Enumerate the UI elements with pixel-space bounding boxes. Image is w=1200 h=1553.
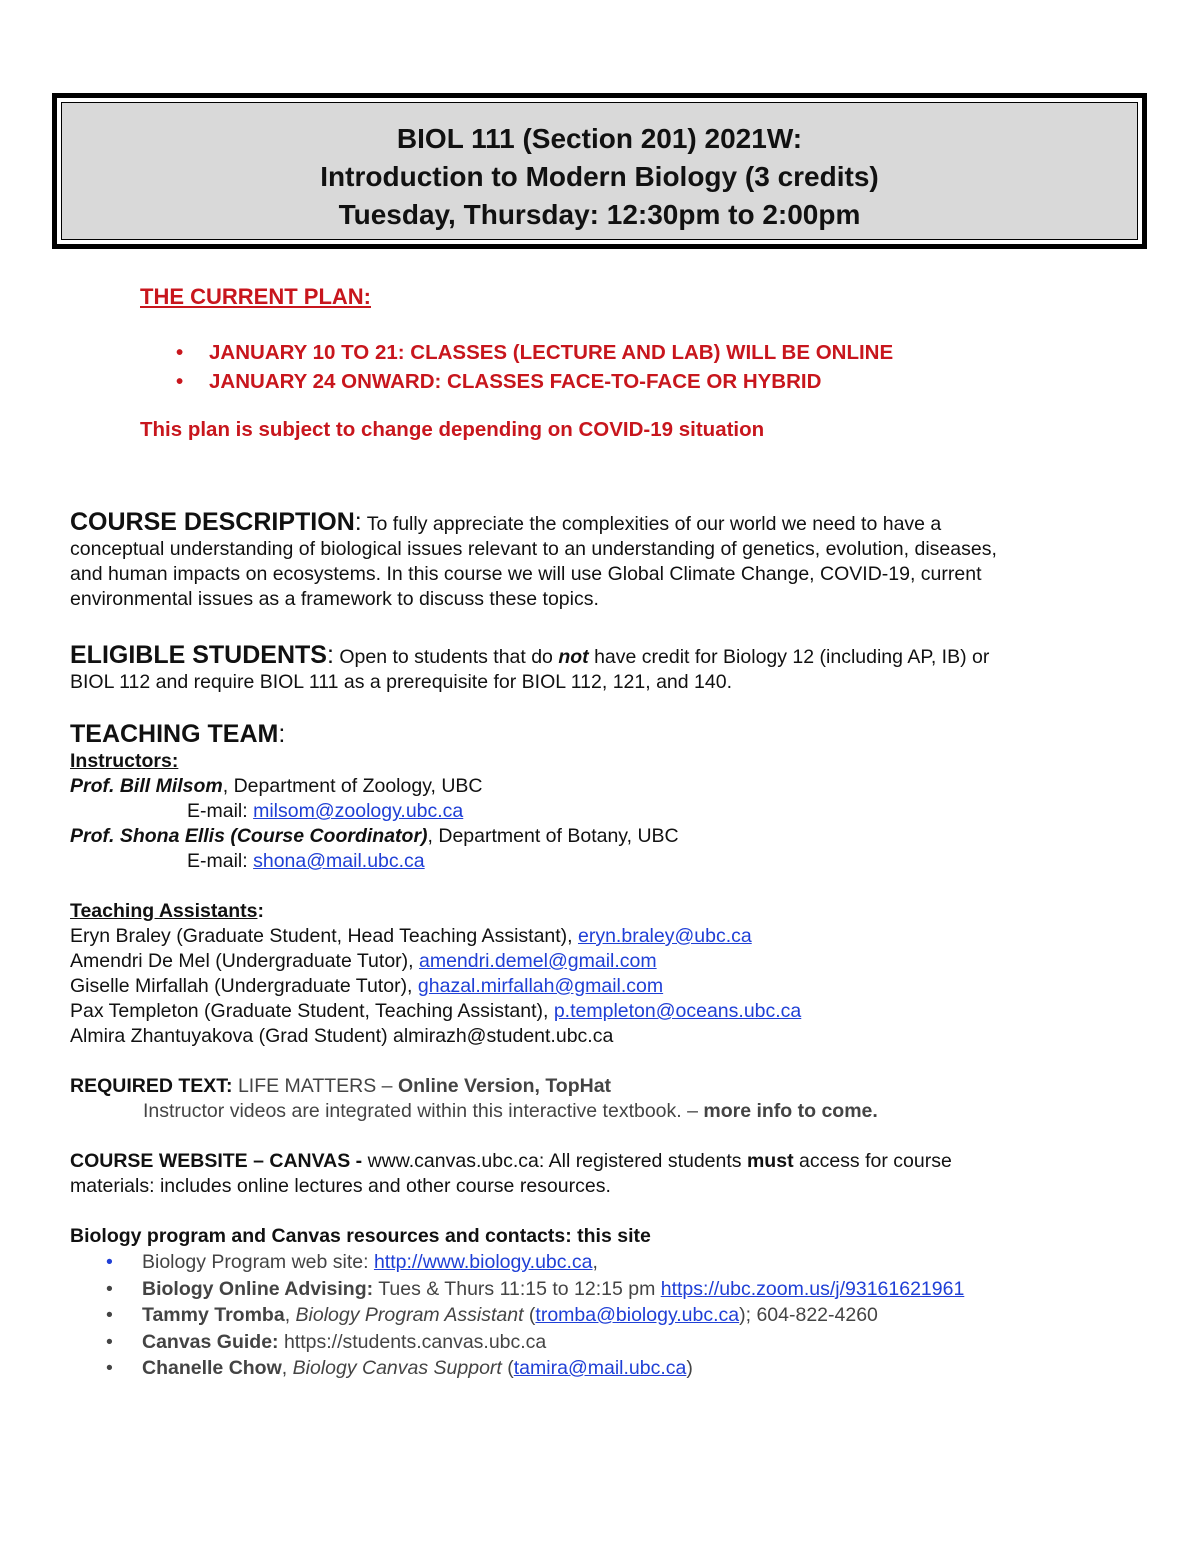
course-description-text: conceptual understanding of biological issues relevant to an understanding of genetics, evolution, diseases,	[70, 538, 997, 560]
resources-heading: Biology program and Canvas resources and contacts: this site	[70, 1225, 651, 1247]
plan-list	[176, 338, 893, 396]
ta-email-link[interactable]: p.templeton@oceans.ubc.ca	[553, 1000, 802, 1022]
course-description-text: environmental issues as a framework to discuss these topics.	[70, 588, 599, 610]
resource-item	[70, 1329, 1140, 1356]
eligible-colon: :	[326, 641, 334, 669]
textbook-version: Online Version, TopHat	[397, 1075, 612, 1097]
resource-bold: Tammy Tromba	[142, 1304, 285, 1326]
teaching-team-heading: TEACHING TEAM	[70, 720, 279, 748]
title-box	[52, 93, 1147, 249]
required-text-label: REQUIRED TEXT:	[70, 1075, 238, 1097]
course-description-text: To fully appreciate the complexities of our world we need to have a	[361, 513, 942, 535]
website-text: : All registered students	[538, 1150, 747, 1172]
required-text-section	[70, 1074, 1140, 1124]
teaching-team-section	[70, 722, 1140, 1049]
tamira-email-link[interactable]: tamira@mail.ubc.ca	[513, 1357, 687, 1379]
course-code-title: BIOL 111 (Section 201) 2021W:	[396, 123, 803, 154]
instructor-name: Prof. Bill Milsom	[70, 775, 223, 797]
ta-email-link[interactable]: amendri.demel@gmail.com	[418, 950, 657, 972]
resource-text: Biology Program web site:	[142, 1251, 374, 1273]
instructor-name: Prof. Shona Ellis (Course Coordinator)	[70, 825, 428, 847]
resource-text: (	[523, 1304, 536, 1326]
course-description-heading: COURSE DESCRIPTION	[70, 508, 355, 536]
instructors-label: Instructors:	[70, 750, 179, 772]
resource-bold: Chanelle Chow	[142, 1357, 282, 1379]
biology-website-link[interactable]: http://www.biology.ubc.ca	[373, 1251, 593, 1273]
resource-role: Biology Canvas Support	[292, 1357, 502, 1379]
plan-item: • JANUARY 24 ONWARD: CLASSES FACE-TO-FACE OR HYBRID	[176, 367, 893, 396]
resource-item	[70, 1249, 1140, 1276]
ta-label: Teaching Assistants	[70, 900, 258, 922]
resource-text: ,	[281, 1357, 293, 1379]
zoom-link[interactable]: https://ubc.zoom.us/j/93161621961	[660, 1277, 965, 1300]
website-text: materials: includes online lectures and other course resources.	[70, 1175, 611, 1197]
resource-item	[70, 1276, 1140, 1303]
website-section	[70, 1149, 1140, 1199]
textbook-dash: –	[376, 1075, 398, 1097]
eligible-not: not	[558, 646, 589, 668]
resource-text: Tues & Thurs 11:15 to 12:15 pm	[373, 1277, 661, 1300]
eligible-section	[70, 643, 1140, 695]
ta-colon: :	[257, 900, 264, 922]
resource-bold: Biology Online Advising:	[142, 1277, 374, 1300]
email-label: E-mail:	[187, 850, 254, 872]
ta-entry: Almira Zhantuyakova (Grad Student) almirazh@student.ubc.ca	[70, 1025, 614, 1047]
resource-item	[70, 1302, 1140, 1329]
resources-section	[70, 1224, 1140, 1382]
eligible-text: BIOL 112 and require BIOL 111 as a prerequisite for BIOL 112, 121, and 140.	[70, 671, 732, 693]
course-description-text: and human impacts on ecosystems. In this course we will use Global Climate Change, COVID-19, current	[70, 563, 982, 585]
website-label: COURSE WEBSITE – CANVAS -	[70, 1150, 368, 1172]
resource-role: Biology Program Assistant	[295, 1304, 524, 1326]
tromba-email-link[interactable]: tromba@biology.ubc.ca	[535, 1304, 740, 1326]
resource-text: ,	[592, 1251, 598, 1273]
ta-entry: Amendri De Mel (Undergraduate Tutor),	[70, 950, 419, 972]
resource-text: )	[686, 1357, 693, 1379]
teaching-team-colon: :	[278, 720, 286, 748]
textbook-title: LIFE MATTERS	[237, 1075, 377, 1097]
plan-note: This plan is subject to change depending on COVID-19 situation	[140, 418, 765, 441]
title-inner	[61, 102, 1138, 240]
ta-email-link[interactable]: ghazal.mirfallah@gmail.com	[417, 975, 664, 997]
instructor-dept: , Department of Zoology, UBC	[222, 775, 483, 797]
plan-heading: THE CURRENT PLAN:	[140, 284, 371, 309]
instructor-dept: , Department of Botany, UBC	[427, 825, 679, 847]
course-name-title: Introduction to Modern Biology (3 credits)	[320, 161, 879, 192]
textbook-more-info: more info to come.	[703, 1100, 878, 1122]
website-text: access for course	[793, 1150, 952, 1172]
resource-text: ); 604-822-4260	[739, 1304, 878, 1326]
email-label: E-mail:	[187, 800, 254, 822]
textbook-note: Instructor videos are integrated within this interactive textbook. –	[143, 1100, 704, 1122]
course-description-section	[70, 510, 1140, 612]
plan-item: • JANUARY 10 TO 21: CLASSES (LECTURE AND LAB) WILL BE ONLINE	[176, 338, 893, 367]
eligible-text: Open to students that do	[333, 646, 559, 668]
resource-text: (	[501, 1357, 514, 1379]
ta-entry: Pax Templeton (Graduate Student, Teaching Assistant),	[70, 1000, 554, 1022]
resource-item	[70, 1355, 1140, 1382]
resources-list	[70, 1249, 1140, 1382]
website-must: must	[746, 1150, 794, 1172]
ta-email-link[interactable]: eryn.braley@ubc.ca	[578, 925, 752, 947]
website-url: www.canvas.ubc.ca	[367, 1150, 539, 1172]
ta-entry: Giselle Mirfallah (Undergraduate Tutor),	[70, 975, 418, 997]
ta-entry: Eryn Braley (Graduate Student, Head Teaching Assistant),	[70, 925, 578, 947]
course-description-colon: :	[354, 508, 362, 536]
eligible-heading: ELIGIBLE STUDENTS	[70, 641, 327, 669]
eligible-text: have credit for Biology 12 (including AP, IB) or	[588, 646, 990, 668]
instructor-email-link[interactable]: shona@mail.ubc.ca	[253, 850, 425, 872]
instructor-email-link[interactable]: milsom@zoology.ubc.ca	[253, 800, 464, 822]
course-schedule: Tuesday, Thursday: 12:30pm to 2:00pm	[338, 199, 861, 230]
resource-bold: Canvas Guide:	[142, 1330, 279, 1353]
resource-text: https://students.canvas.ubc.ca	[278, 1330, 547, 1353]
resource-text: ,	[284, 1304, 296, 1326]
